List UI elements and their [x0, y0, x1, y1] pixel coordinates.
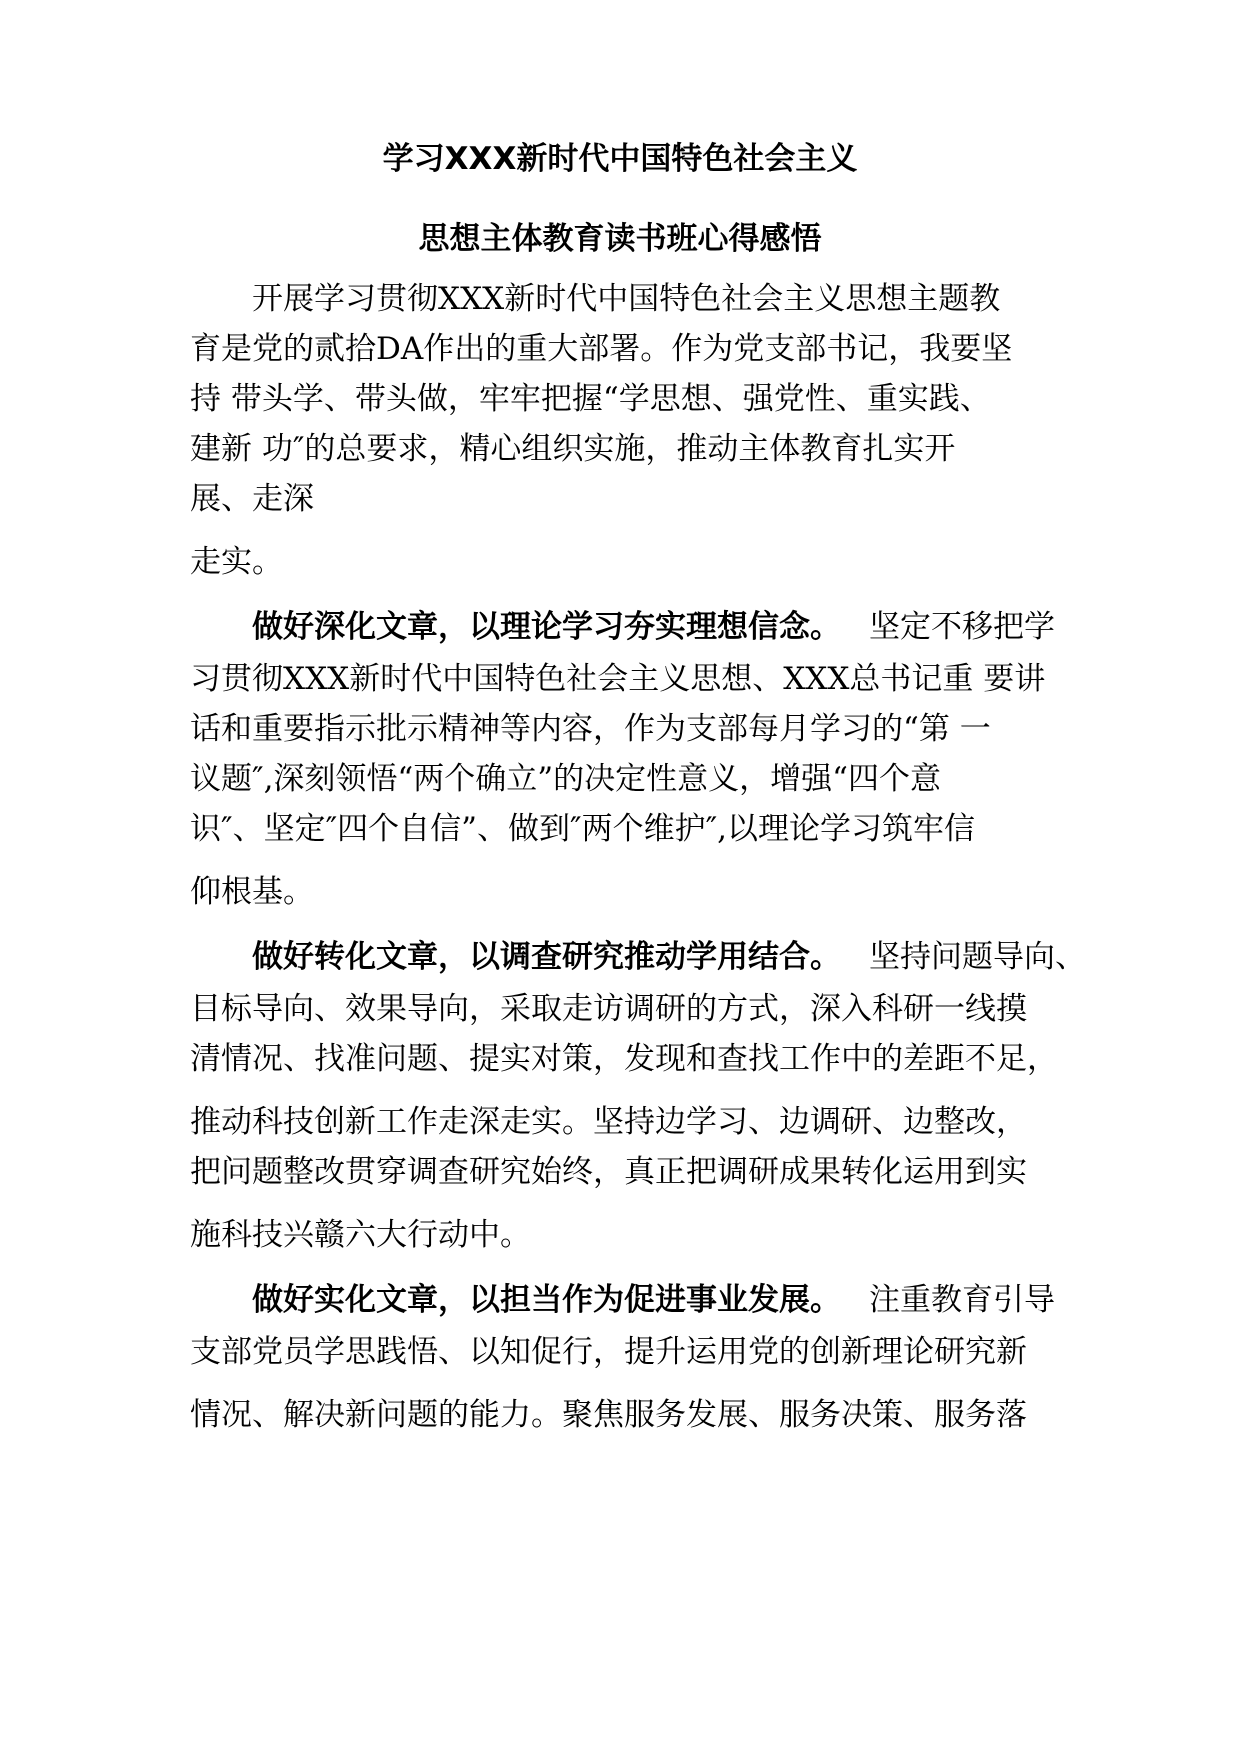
intro-line: 建新 功″的总要求，精心组织实施，推动主体教育扎实开 [190, 431, 956, 467]
document-title-line-1: 学习XXX新时代中国特色社会主义 [382, 141, 858, 177]
section-heading: 做好转化文章，以调查研究推动学用结合。 [252, 939, 841, 975]
section-line: 仰根基。 [190, 874, 314, 910]
intro-line: 展、走深 [190, 481, 314, 517]
section-line: 情况、解决新问题的能力。聚焦服务发展、服务决策、服务落 [190, 1397, 1027, 1433]
section-heading: 做好深化文章，以理论学习夯实理想信念。 [252, 609, 841, 645]
intro-line: 持 带头学、带头做，牢牢把握“学思想、强党性、重实践、 [190, 381, 991, 417]
section-line: 支部党员学思践悟、以知促行，提升运用党的创新理论研究新 [190, 1334, 1027, 1370]
intro-line: 开展学习贯彻XXX新时代中国特色社会主义思想主题教 [252, 281, 1001, 317]
section-heading: 做好实化文章，以担当作为促进事业发展。 [252, 1282, 841, 1318]
section-first-line [252, 1280, 1055, 1320]
section-line: 识″、坚定″四个自信”、做到″两个维护″,以理论学习筑牢信 [190, 811, 976, 847]
section-text: 注重教育引导 [869, 1282, 1055, 1318]
section-line: 话和重要指示批示精神等内容，作为支部每月学习的“第 一 [190, 711, 991, 747]
section-line: 议题″,深刻领悟“两个确立”的决定性意义，增强“四个意 [190, 761, 941, 797]
section-text: 坚定不移把学 [869, 609, 1055, 645]
intro-line: 育是党的贰拾DA作出的重大部署。作为党支部书记，我要坚 [190, 331, 1013, 367]
section-line: 把问题整改贯穿调查研究始终，真正把调研成果转化运用到实 [190, 1154, 1027, 1190]
section-line: 推动科技创新工作走深走实。坚持边学习、边调研、边整改， [190, 1104, 1027, 1140]
intro-line: 走实。 [190, 544, 283, 580]
section-first-line [252, 607, 1055, 647]
section-text: 坚持问题导向、 [869, 939, 1086, 975]
section-line: 清情况、找准问题、提实对策，发现和查找工作中的差距不足， [190, 1041, 1058, 1077]
section-line: 目标导向、效果导向，采取走访调研的方式，深入科研一线摸 [190, 991, 1027, 1027]
document-title-line-2: 思想主体教育读书班心得感悟 [418, 221, 822, 257]
section-line: 习贯彻XXX新时代中国特色社会主义思想、XXX总书记重 要讲 [190, 661, 1046, 697]
section-first-line [252, 937, 1086, 977]
section-line: 施科技兴赣六大行动中。 [190, 1217, 531, 1253]
